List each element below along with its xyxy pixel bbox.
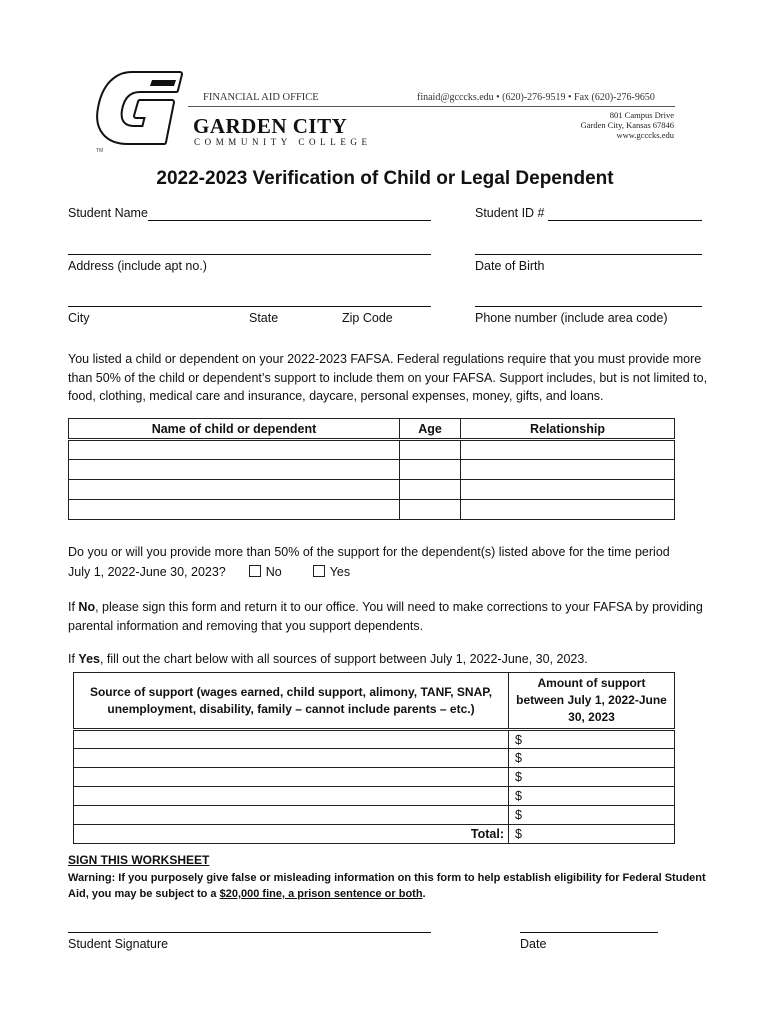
city-state-zip-field[interactable] bbox=[68, 306, 431, 307]
table-row bbox=[69, 440, 675, 460]
dollar-sign: $ bbox=[515, 789, 522, 803]
col-name-header: Name of child or dependent bbox=[69, 419, 400, 440]
no-label: No bbox=[265, 565, 282, 579]
student-id-field[interactable] bbox=[548, 220, 702, 221]
support-table-header bbox=[74, 673, 675, 730]
dependent-age-cell[interactable] bbox=[400, 460, 461, 480]
amount-cell[interactable] bbox=[509, 768, 675, 787]
address-line-3: www.gcccks.edu bbox=[616, 130, 674, 140]
if-no-bold: No bbox=[78, 600, 96, 614]
student-name-field[interactable] bbox=[148, 220, 431, 221]
amount-cell[interactable] bbox=[509, 806, 675, 825]
warning-penalty: $20,000 fine, a prison sentence or both bbox=[219, 888, 423, 900]
dependent-relationship-cell[interactable] bbox=[461, 480, 675, 500]
source-cell[interactable] bbox=[74, 749, 509, 768]
dependent-table-header bbox=[69, 419, 675, 440]
amount-cell[interactable] bbox=[509, 730, 675, 749]
dependent-relationship-cell[interactable] bbox=[461, 440, 675, 460]
total-row bbox=[74, 825, 675, 844]
dependent-name-cell[interactable] bbox=[69, 480, 400, 500]
header-rule bbox=[188, 106, 675, 107]
support-table bbox=[73, 672, 675, 844]
source-cell[interactable] bbox=[74, 787, 509, 806]
sign-heading: SIGN THIS WORKSHEET bbox=[68, 853, 210, 867]
address-field[interactable] bbox=[68, 254, 431, 255]
dollar-sign: $ bbox=[515, 770, 522, 784]
dependent-relationship-cell[interactable] bbox=[461, 460, 675, 480]
dependent-name-cell[interactable] bbox=[69, 500, 400, 520]
table-row bbox=[69, 500, 675, 520]
student-id-label: Student ID # bbox=[475, 206, 545, 220]
dependent-table bbox=[68, 418, 675, 520]
intro-paragraph: You listed a child or dependent on your 2022-2023 FAFSA. Federal regulations require that you must provide more than 50% of the child or dependent’s support to include them on your FAFSA. Support includes, but is not limited to, food, clothing, medical care and insurance, daycare, personal expenses, money, gifts, and loans. bbox=[68, 352, 708, 403]
college-sub: COMMUNITY COLLEGE bbox=[194, 137, 372, 147]
table-row bbox=[74, 768, 675, 787]
contact-line: finaid@gcccks.edu • (620)-276-9519 • Fax (620)-276-9650 bbox=[417, 92, 655, 103]
dollar-sign: $ bbox=[515, 751, 522, 765]
table-row bbox=[74, 749, 675, 768]
support-question-line2 bbox=[68, 565, 350, 579]
if-yes-prefix: If bbox=[68, 652, 79, 666]
address-line-1: 801 Campus Drive bbox=[609, 110, 674, 120]
trademark: TM bbox=[96, 148, 104, 154]
state-label: State bbox=[249, 311, 279, 325]
source-header: Source of support (wages earned, child support, alimony, TANF, SNAP, unemployment, disability, family – cannot include parents – etc.) bbox=[74, 673, 509, 730]
zip-label: Zip Code bbox=[342, 311, 393, 325]
dob-label: Date of Birth bbox=[475, 259, 545, 273]
total-label: Total: bbox=[74, 825, 509, 844]
dollar-sign: $ bbox=[515, 732, 522, 747]
dollar-sign: $ bbox=[515, 827, 522, 841]
student-name-label: Student Name bbox=[68, 206, 148, 220]
phone-field[interactable] bbox=[475, 306, 702, 307]
amount-cell[interactable] bbox=[509, 749, 675, 768]
amount-header: Amount of support between July 1, 2022-June 30, 2023 bbox=[509, 673, 675, 730]
warning-suffix: . bbox=[422, 888, 426, 900]
source-cell[interactable] bbox=[74, 768, 509, 787]
date-label: Date bbox=[520, 937, 547, 951]
if-no-text: , please sign this form and return it to our office. You will need to make corrections to your FAFSA by providing parental information and removing that you support dependents. bbox=[68, 600, 703, 633]
table-row bbox=[74, 806, 675, 825]
city-label: City bbox=[68, 311, 90, 325]
dependent-name-cell[interactable] bbox=[69, 460, 400, 480]
yes-label: Yes bbox=[329, 565, 351, 579]
signature-field[interactable] bbox=[68, 932, 431, 933]
amount-cell[interactable] bbox=[509, 787, 675, 806]
address-label: Address (include apt no.) bbox=[68, 259, 207, 273]
if-yes-text: , fill out the chart below with all sources of support between July 1, 2022-June, 30, 2023. bbox=[99, 652, 588, 666]
support-question-line1: Do you or will you provide more than 50% of the support for the dependent(s) listed above for the time period bbox=[68, 545, 670, 559]
table-row bbox=[74, 730, 675, 749]
if-no-prefix: If bbox=[68, 600, 79, 614]
page-title: 2022-2023 Verification of Child or Legal Dependent bbox=[156, 168, 614, 189]
if-no-paragraph bbox=[68, 598, 708, 635]
college-logo bbox=[92, 70, 184, 148]
table-row bbox=[74, 787, 675, 806]
dependent-relationship-cell[interactable] bbox=[461, 500, 675, 520]
dependent-age-cell[interactable] bbox=[400, 480, 461, 500]
source-cell[interactable] bbox=[74, 806, 509, 825]
warning-prefix: Warning: If you purposely give false or misleading information on this form to help establish eligibility for Federal Student Aid, you may be subject to a bbox=[68, 872, 706, 900]
dob-field[interactable] bbox=[475, 254, 702, 255]
table-row bbox=[69, 480, 675, 500]
dependent-age-cell[interactable] bbox=[400, 500, 461, 520]
dollar-sign: $ bbox=[515, 808, 522, 822]
phone-label: Phone number (include area code) bbox=[475, 311, 668, 325]
support-question-period: July 1, 2022-June 30, 2023? bbox=[68, 565, 226, 579]
date-field[interactable] bbox=[520, 932, 658, 933]
address-block bbox=[520, 110, 674, 140]
total-amount-cell[interactable] bbox=[509, 825, 675, 844]
yes-checkbox[interactable] bbox=[313, 565, 325, 577]
source-cell[interactable] bbox=[74, 730, 509, 749]
college-name: GARDEN CITY bbox=[193, 114, 348, 138]
if-yes-paragraph bbox=[68, 652, 588, 666]
warning-text bbox=[68, 870, 708, 902]
table-row bbox=[69, 460, 675, 480]
office-label: FINANCIAL AID OFFICE bbox=[203, 92, 319, 103]
address-line-2: Garden City, Kansas 67846 bbox=[580, 120, 674, 130]
col-relationship-header: Relationship bbox=[461, 419, 675, 440]
student-signature-label: Student Signature bbox=[68, 937, 169, 951]
dependent-name-cell[interactable] bbox=[69, 440, 400, 460]
dependent-age-cell[interactable] bbox=[400, 440, 461, 460]
if-yes-bold: Yes bbox=[78, 652, 100, 666]
no-checkbox[interactable] bbox=[249, 565, 261, 577]
col-age-header: Age bbox=[400, 419, 461, 440]
